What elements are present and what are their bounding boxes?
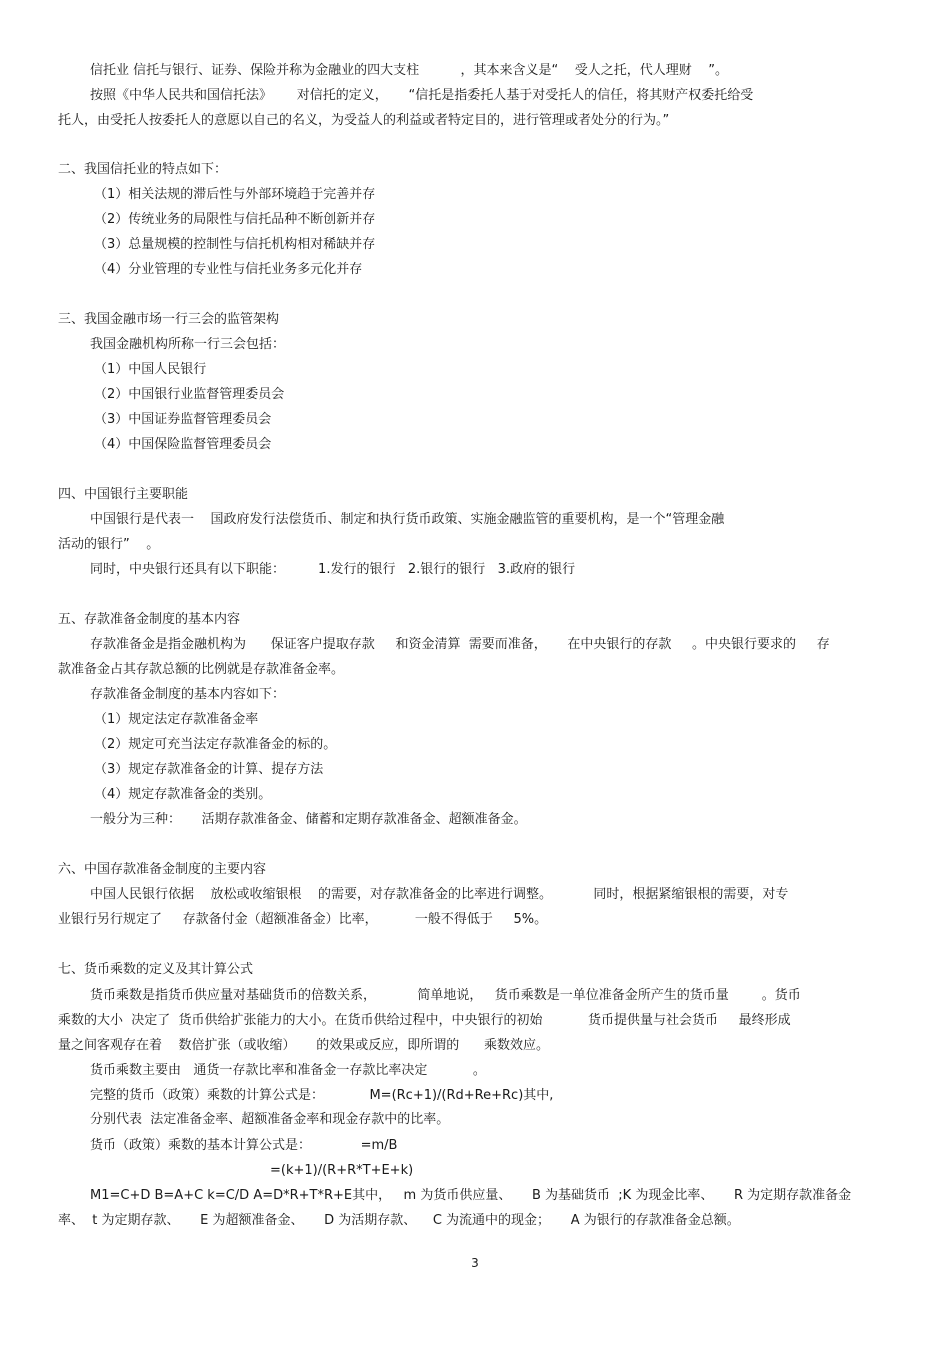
section-7-heading: 七、货币乘数的定义及其计算公式 <box>58 962 254 977</box>
section-7-formula-full: 完整的货币（政策）乘数的计算公式是： M=(Rc+1)/(Rd+Re+Rc)其中, <box>90 1088 554 1103</box>
section-2-item: （1）相关法规的滞后性与外部环境趋于完善并存 <box>94 187 376 202</box>
section-5-item: （4）规定存款准备金的类别。 <box>94 787 272 802</box>
section-3-item: （3）中国证券监督管理委员会 <box>94 412 272 427</box>
section-5-paragraph-3: 一般分为三种： 活期存款准备金、储蓄和定期存款准备金、超额准备金。 <box>90 812 527 827</box>
section-7-paragraph-1c: 量之间客观存在着 数倍扩张（或收缩） 的效果或反应，即所谓的 乘数效应。 <box>58 1038 549 1053</box>
section-3-item: （2）中国银行业监督管理委员会 <box>94 387 285 402</box>
section-7-paragraph-4: 分别代表 法定准备金率、超额准备金率和现金存款中的比率。 <box>90 1112 450 1127</box>
section-2-item: （4）分业管理的专业性与信托业务多元化并存 <box>94 262 363 277</box>
section-5-paragraph-1b: 款准备金占其存款总额的比例就是存款准备金率。 <box>58 662 345 677</box>
section-6-paragraph-1a: 中国人民银行依据 放松或收缩银根 的需要，对存款准备金的比率进行调整。 同时，根据紧缩银根的需要，对专 <box>90 887 789 902</box>
section-3-item: （1）中国人民银行 <box>94 362 207 377</box>
section-2-heading: 二、我国信托业的特点如下： <box>58 162 228 177</box>
section-5-item: （3）规定存款准备金的计算、提存方法 <box>94 762 324 777</box>
section-3-intro: 我国金融机构所称一行三会包括： <box>90 337 286 352</box>
section-7-paragraph-2: 货币乘数主要由 通货一存款比率和准备金一存款比率决定 。 <box>90 1063 486 1078</box>
intro-line-1: 信托业 信托与银行、证券、保险并称为金融业的四大支柱 ，其本来含义是“ 受人之托，代人理财 ”。 <box>90 63 728 78</box>
section-7-formula-expanded: =(k+1)/(R+R*T+E+k) <box>270 1163 414 1178</box>
section-5-paragraph-2: 存款准备金制度的基本内容如下： <box>90 687 286 702</box>
section-5-item: （1）规定法定存款准备金率 <box>94 712 259 727</box>
page-number: 3 <box>471 1256 479 1270</box>
section-4-paragraph-2: 同时，中央银行还具有以下职能： 1.发行的银行 2.银行的银行 3.政府的银行 <box>90 562 576 577</box>
intro-line-3: 托人，由受托人按委托人的意愿以自己的名义，为受益人的利益或者特定目的，进行管理或者处分的行为。” <box>58 113 670 128</box>
section-7-formula-basic: 货币（政策）乘数的基本计算公式是： =m/B <box>90 1138 398 1153</box>
section-7-definitions-a: M1=C+D B=A+C k=C/D A=D*R+T*R+E其中， m 为货币供应量、 B 为基础货币 ;K 为现金比率、 R 为定期存款准备金 <box>90 1188 852 1203</box>
intro-line-2: 按照《中华人民共和国信托法》 对信托的定义， “信托是指委托人基于对受托人的信任，将其财产权委托给受 <box>90 88 754 103</box>
section-2-item: （2）传统业务的局限性与信托品种不断创新并存 <box>94 212 376 227</box>
section-5-heading: 五、存款准备金制度的基本内容 <box>58 612 241 627</box>
section-5-item: （2）规定可充当法定存款准备金的标的。 <box>94 737 337 752</box>
section-6-heading: 六、中国存款准备金制度的主要内容 <box>58 862 267 877</box>
section-2-item: （3）总量规模的控制性与信托机构相对稀缺并存 <box>94 237 376 252</box>
section-4-heading: 四、中国银行主要职能 <box>58 487 189 502</box>
section-5-paragraph-1a: 存款准备金是指金融机构为 保证客户提取存款 和资金清算 需要而准备， 在中央银行的存款 。中央银行要求的 存 <box>90 637 830 652</box>
section-3-heading: 三、我国金融市场一行三会的监管架构 <box>58 312 280 327</box>
section-7-paragraph-1a: 货币乘数是指货币供应量对基础货币的倍数关系， 简单地说， 货币乘数是一单位准备金所产生的货币量 。货币 <box>90 988 801 1003</box>
section-3-item: （4）中国保险监督管理委员会 <box>94 437 272 452</box>
section-7-definitions-b: 率、 t 为定期存款、 E 为超额准备金、 D 为活期存款、 C 为流通中的现金； A 为银行的存款准备金总额。 <box>58 1213 740 1228</box>
section-7-paragraph-1b: 乘数的大小 决定了 货币供给扩张能力的大小。在货币供给过程中，中央银行的初始 货币提供量与社会货币 最终形成 <box>58 1013 791 1028</box>
section-4-paragraph-1a: 中国银行是代表一 国政府发行法偿货币、制定和执行货币政策、实施金融监管的重要机构，是一个“管理金融 <box>90 512 725 527</box>
section-6-paragraph-1b: 业银行另行规定了 存款备付金（超额准备金）比率， 一般不得低于 5%。 <box>58 912 548 927</box>
section-4-paragraph-1b: 活动的银行” 。 <box>58 537 160 552</box>
